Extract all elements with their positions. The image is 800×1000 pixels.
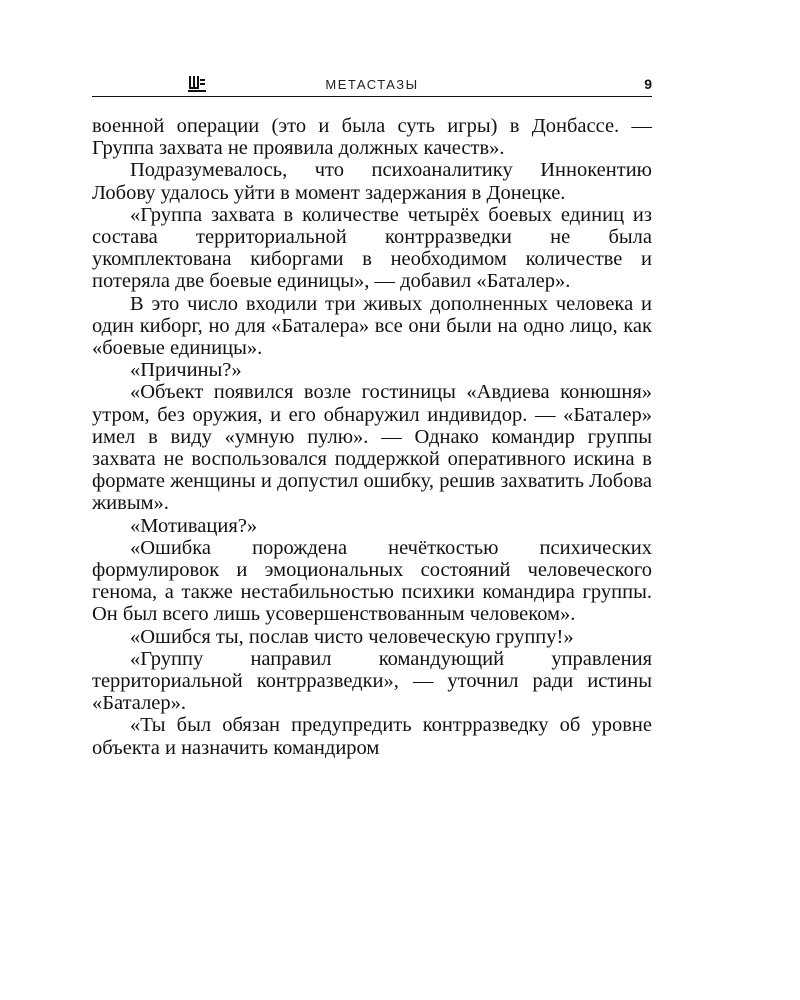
- running-title: МЕТАСТАЗЫ: [325, 77, 419, 92]
- paragraph: Подразумевалось, что психоаналитику Иннокентию Лобову удалось уйти в момент задержания в Донецке.: [92, 159, 652, 204]
- body-text: [92, 115, 652, 759]
- paragraph: «Группа захвата в количестве четырёх боевых единиц из состава территориальной контрразведки не была укомплектована киборгами в необходимом количестве и потеряла две боевые единицы», — добавил «Баталер».: [92, 203, 652, 293]
- paragraph: «Объект появился возле гостиницы «Авдиева конюшня» утром, без оружия, и его обнаружил индивидор. — «Баталер» имел в виду «умную пулю». — Однако командир группы захвата не воспользовался поддержкой оперативного искина в формате женщины и допустил ошибку, решив захватить Лобова живым».: [92, 381, 652, 515]
- paragraph: В это число входили три живых дополненных человека и один киборг, но для «Баталера» все они были на одно лицо, как «боевые единицы».: [92, 292, 652, 360]
- page-number: 9: [644, 76, 652, 92]
- paragraph: военной операции (это и была суть игры) в Донбассе. — Группа захвата не проявила должных качеств».: [92, 115, 652, 160]
- paragraph: «Группу направил командующий управления территориальной контрразведки», — уточнил ради истины «Баталер».: [92, 647, 652, 715]
- paragraph: «Мотивация?»: [130, 514, 258, 537]
- running-header: [92, 74, 652, 97]
- paragraph: «Ошибка порождена нечёткостью психических формулировок и эмоциональных состояний человеческого генома, а также нестабильностью психики командира группы. Он был всего лишь усовершенствованным человеком».: [92, 536, 652, 626]
- paragraph: «Ошибся ты, послав чисто человеческую группу!»: [130, 625, 574, 648]
- book-page: [92, 74, 652, 759]
- paragraph: «Ты был обязан предупредить контрразведку об уровне объекта и назначить командиром: [92, 714, 652, 759]
- paragraph: «Причины?»: [130, 359, 242, 382]
